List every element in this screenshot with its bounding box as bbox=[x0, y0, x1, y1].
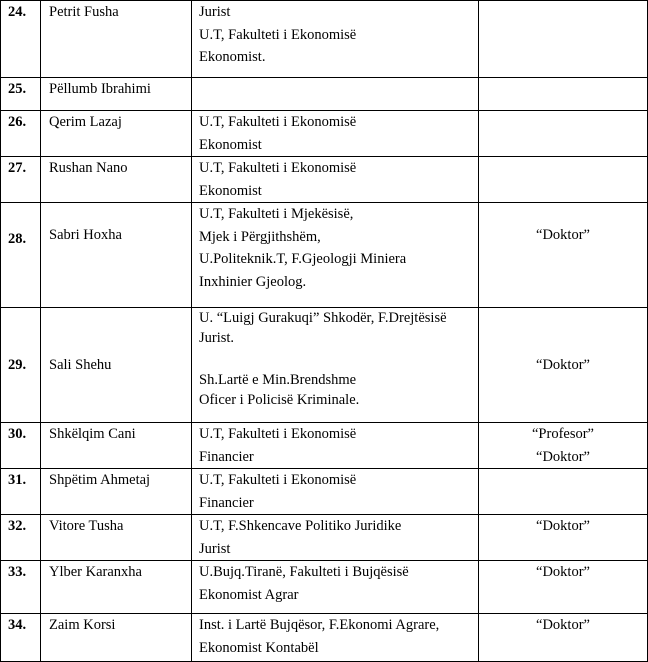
table-row bbox=[1, 203, 648, 308]
education-cell bbox=[192, 111, 479, 157]
member-name: Shkëlqim Cani bbox=[49, 426, 136, 442]
education-cell bbox=[192, 203, 479, 308]
education-line: Sh.Lartë e Min.Brendshme bbox=[199, 372, 357, 388]
member-name-cell bbox=[41, 157, 192, 203]
education-line: Mjek i Përgjithshëm, bbox=[199, 228, 321, 245]
education-line: U.T, Fakulteti i Mjekësisë, bbox=[199, 206, 354, 222]
education-cell bbox=[192, 515, 479, 561]
education-line: Ekonomist. bbox=[199, 49, 266, 65]
education-line: Ekonomist Agrar bbox=[199, 586, 299, 603]
member-name-cell bbox=[41, 78, 192, 111]
academic-title: “Doktor” bbox=[536, 448, 590, 465]
row-number-text: 31. bbox=[8, 472, 27, 488]
academic-title: “Doktor” bbox=[536, 564, 590, 580]
row-number-text: 32. bbox=[8, 518, 27, 534]
academic-title-cell bbox=[479, 614, 648, 662]
education-line: Jurist bbox=[199, 4, 231, 20]
education-cell bbox=[192, 561, 479, 614]
education-line: Oficer i Policisë Kriminale. bbox=[199, 392, 360, 408]
academic-title-cell bbox=[479, 1, 648, 78]
education-line: U.T, Fakulteti i Ekonomisë bbox=[199, 26, 357, 43]
education-line: Financier bbox=[199, 494, 254, 511]
row-number bbox=[1, 423, 41, 469]
row-number bbox=[1, 157, 41, 203]
row-number bbox=[1, 308, 41, 423]
table-row bbox=[1, 614, 648, 662]
education-line: Ekonomist bbox=[199, 182, 262, 199]
education-line: U.T, F.Shkencave Politiko Juridike bbox=[199, 518, 402, 534]
education-cell bbox=[192, 308, 479, 423]
academic-title: “Doktor” bbox=[536, 518, 590, 534]
member-name: Ylber Karanxha bbox=[49, 564, 142, 580]
row-number bbox=[1, 111, 41, 157]
table-row bbox=[1, 469, 648, 515]
row-number-text: 27. bbox=[8, 160, 27, 176]
member-name: Vitore Tusha bbox=[49, 518, 124, 534]
education-line: Ekonomist bbox=[199, 136, 262, 153]
table-row bbox=[1, 561, 648, 614]
academic-title-cell bbox=[479, 469, 648, 515]
table-row bbox=[1, 78, 648, 111]
education-line: Jurist. bbox=[199, 330, 235, 346]
member-name-cell bbox=[41, 515, 192, 561]
row-number bbox=[1, 78, 41, 111]
row-number bbox=[1, 561, 41, 614]
member-name: Shpëtim Ahmetaj bbox=[49, 472, 151, 488]
row-number-text: 29. bbox=[8, 356, 27, 373]
education-cell bbox=[192, 1, 479, 78]
member-name-cell bbox=[41, 111, 192, 157]
member-name-cell bbox=[41, 614, 192, 662]
education-line: Inst. i Lartë Bujqësor, F.Ekonomi Agrare, bbox=[199, 617, 440, 633]
education-line: Jurist bbox=[199, 540, 231, 557]
academic-title-cell bbox=[479, 561, 648, 614]
table-row bbox=[1, 423, 648, 469]
member-name: Petrit Fusha bbox=[49, 4, 119, 20]
row-number-text: 24. bbox=[8, 4, 27, 20]
academic-title: “Doktor” bbox=[536, 617, 590, 633]
member-name-cell bbox=[41, 1, 192, 78]
education-line: Inxhinier Gjeolog. bbox=[199, 273, 307, 290]
member-name: Rushan Nano bbox=[49, 160, 128, 176]
member-name: Zaim Korsi bbox=[49, 617, 116, 633]
academic-title-cell bbox=[479, 111, 648, 157]
row-number-text: 30. bbox=[8, 426, 27, 442]
table-row bbox=[1, 515, 648, 561]
education-line: U.Bujq.Tiranë, Fakulteti i Bujqësisë bbox=[199, 564, 409, 580]
row-number-text: 26. bbox=[8, 114, 27, 130]
education-cell bbox=[192, 423, 479, 469]
member-name-cell bbox=[41, 308, 192, 423]
academic-title-cell bbox=[479, 157, 648, 203]
row-number-text: 33. bbox=[8, 564, 27, 580]
member-name-cell bbox=[41, 423, 192, 469]
education-cell bbox=[192, 614, 479, 662]
academic-title-cell bbox=[479, 515, 648, 561]
table-row bbox=[1, 1, 648, 78]
blank-line bbox=[199, 348, 478, 370]
education-cell bbox=[192, 78, 479, 111]
education-cell bbox=[192, 157, 479, 203]
member-name-cell bbox=[41, 561, 192, 614]
member-name-cell bbox=[41, 203, 192, 308]
education-line: U.Politeknik.T, F.Gjeologji Miniera bbox=[199, 251, 407, 267]
row-number bbox=[1, 1, 41, 78]
row-number bbox=[1, 614, 41, 662]
member-name-cell bbox=[41, 469, 192, 515]
academic-title-cell bbox=[479, 203, 648, 308]
education-line: U.T, Fakulteti i Ekonomisë bbox=[199, 426, 357, 442]
row-number bbox=[1, 203, 41, 308]
member-name: Sali Shehu bbox=[49, 356, 112, 373]
academic-title-cell bbox=[479, 78, 648, 111]
academic-title-cell bbox=[479, 423, 648, 469]
row-number-text: 28. bbox=[8, 231, 27, 247]
academic-title: “Doktor” bbox=[536, 227, 590, 243]
education-cell bbox=[192, 469, 479, 515]
education-line: U. “Luigj Gurakuqi” Shkodër, F.Drejtësisë bbox=[199, 310, 447, 326]
education-line: Ekonomist Kontabël bbox=[199, 639, 319, 656]
table-row bbox=[1, 111, 648, 157]
academic-title: “Profesor” bbox=[531, 426, 594, 442]
table-row bbox=[1, 308, 648, 423]
row-number-text: 25. bbox=[8, 81, 27, 97]
row-number bbox=[1, 469, 41, 515]
education-line: Financier bbox=[199, 448, 254, 465]
education-line: U.T, Fakulteti i Ekonomisë bbox=[199, 114, 357, 130]
member-name: Qerim Lazaj bbox=[49, 114, 122, 130]
academic-title-cell bbox=[479, 308, 648, 423]
member-name: Pëllumb Ibrahimi bbox=[49, 81, 151, 97]
member-name: Sabri Hoxha bbox=[49, 227, 122, 243]
education-line: U.T, Fakulteti i Ekonomisë bbox=[199, 160, 357, 176]
table-row bbox=[1, 157, 648, 203]
academic-title: “Doktor” bbox=[536, 356, 590, 373]
row-number bbox=[1, 515, 41, 561]
row-number-text: 34. bbox=[8, 617, 27, 633]
education-line: U.T, Fakulteti i Ekonomisë bbox=[199, 472, 357, 488]
